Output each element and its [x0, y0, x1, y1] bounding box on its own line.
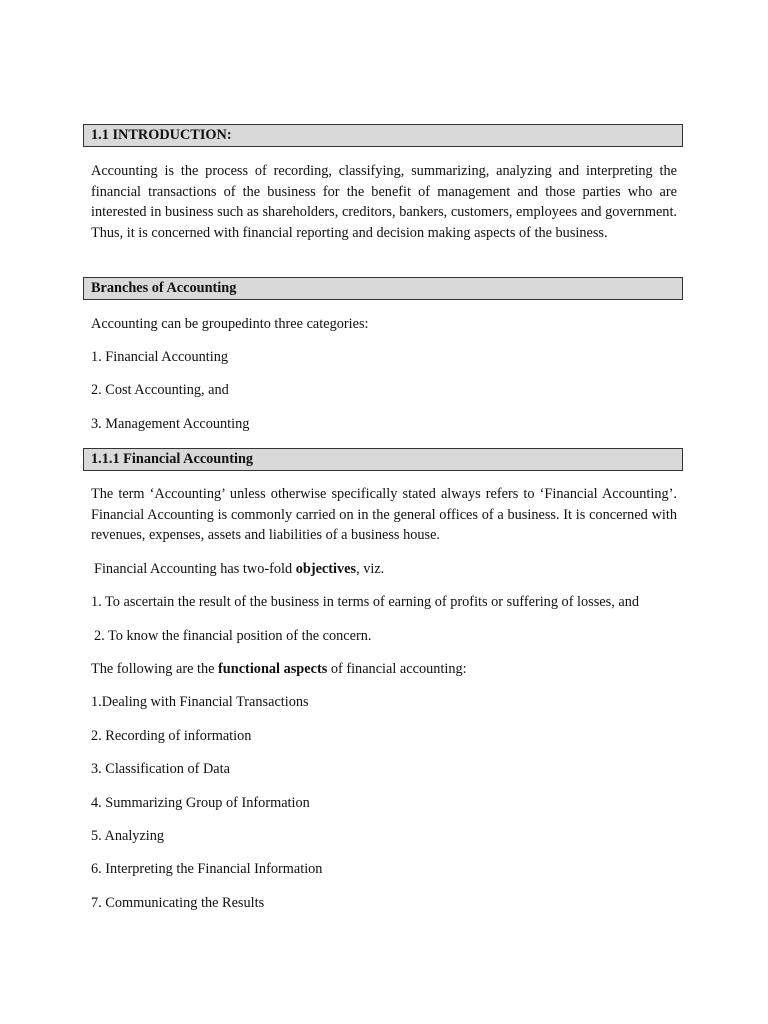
intro-heading: 1.1 INTRODUCTION:	[83, 124, 683, 147]
objective-item: 1. To ascertain the result of the business in terms of earning of profits or suffering of losses, and	[91, 594, 639, 610]
branch-item: 1. Financial Accounting	[91, 349, 228, 365]
functional-suffix: of financial accounting:	[327, 661, 467, 677]
branches-lead: Accounting can be groupedinto three categories:	[91, 316, 369, 332]
financial-heading: 1.1.1 Financial Accounting	[83, 448, 683, 471]
objectives-bold: objectives	[295, 561, 357, 577]
objective-item: 2. To know the financial position of the concern.	[94, 628, 372, 644]
functional-line	[91, 659, 467, 679]
functional-item: 5. Analyzing	[91, 828, 165, 844]
intro-paragraph: Accounting is the process of recording, classifying, summarizing, analyzing and interpreting the financial transactions of the business for the benefit of management and those parties who are interested in business such as shareholders, creditors, bankers, customers, employees and government. Thus, it is concerned with financial reporting and decision making aspects of the business.	[91, 163, 677, 241]
functional-item: 4. Summarizing Group of Information	[91, 795, 310, 811]
objectives-suffix: , viz.	[356, 561, 385, 577]
functional-item: 7. Communicating the Results	[91, 895, 265, 911]
branch-item: 3. Management Accounting	[91, 416, 250, 432]
branch-item: 2. Cost Accounting, and	[91, 382, 229, 398]
functional-prefix: The following are the	[91, 661, 219, 677]
functional-bold: functional aspects	[218, 661, 328, 677]
branches-heading: Branches of Accounting	[83, 277, 683, 300]
objectives-line	[94, 559, 384, 579]
functional-item: 2. Recording of information	[91, 728, 252, 744]
functional-item: 1.Dealing with Financial Transactions	[91, 694, 309, 710]
functional-item: 6. Interpreting the Financial Information	[91, 861, 323, 877]
financial-paragraph: The term ‘Accounting’ unless otherwise specifically stated always refers to ‘Financial Accounting’. Financial Accounting is commonly carried on in the general offices of a business. It is concerned with revenues, expenses, assets and liabilities of a business house.	[91, 486, 677, 543]
objectives-prefix: Financial Accounting has two-fold	[94, 561, 296, 577]
functional-item: 3. Classification of Data	[91, 761, 230, 777]
